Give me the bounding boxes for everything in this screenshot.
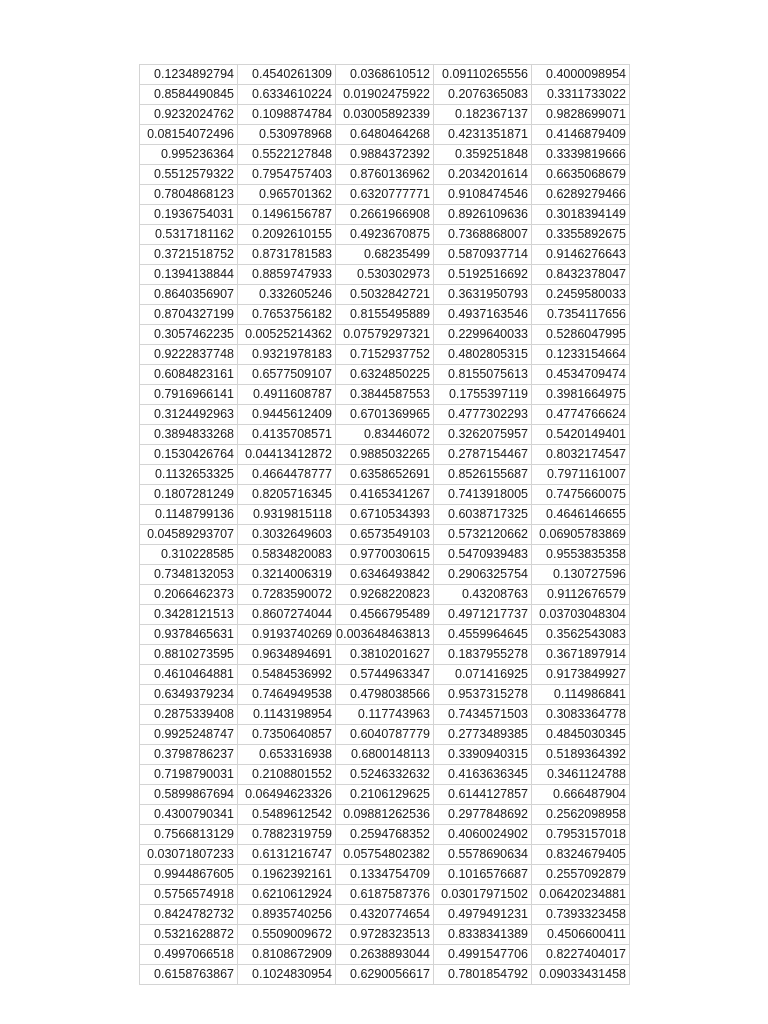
table-row [140,765,630,785]
table-cell[interactable]: 0.1530426764 [140,445,238,465]
table-cell[interactable]: 0.5032842721 [336,285,434,305]
table-cell[interactable]: 0.182367137 [434,105,532,125]
table-cell[interactable]: 0.6131216747 [238,845,336,865]
table-row [140,165,630,185]
table-cell[interactable]: 0.3981664975 [532,385,630,405]
table-cell[interactable]: 0.2076365083 [434,85,532,105]
table-cell[interactable]: 0.8640356907 [140,285,238,305]
table-cell[interactable]: 0.3390940315 [434,745,532,765]
table-cell[interactable]: 0.4231351871 [434,125,532,145]
table-cell[interactable]: 0.2108801552 [238,765,336,785]
table-cell[interactable]: 0.2638893044 [336,945,434,965]
table-cell[interactable]: 0.7354117656 [532,305,630,325]
table-cell[interactable]: 0.4540261309 [238,65,336,85]
table-cell[interactable]: 0.4911608787 [238,385,336,405]
table-cell[interactable]: 0.114986841 [532,685,630,705]
table-cell[interactable]: 0.2106129625 [336,785,434,805]
table-cell[interactable]: 0.04589293707 [140,525,238,545]
table-cell[interactable]: 0.332605246 [238,285,336,305]
table-cell[interactable]: 0.09110265556 [434,65,532,85]
table-cell[interactable]: 0.4971217737 [434,605,532,625]
table-cell[interactable]: 0.7566813129 [140,825,238,845]
table-cell[interactable]: 0.1016576687 [434,865,532,885]
table-cell[interactable]: 0.6800148113 [336,745,434,765]
table-cell[interactable]: 0.117743963 [336,705,434,725]
table-cell[interactable]: 0.9268220823 [336,585,434,605]
table-cell[interactable]: 0.1837955278 [434,645,532,665]
table-cell[interactable]: 0.7393323458 [532,905,630,925]
table-cell[interactable]: 0.6334610224 [238,85,336,105]
table-row [140,265,630,285]
table-cell[interactable]: 0.1234892794 [140,65,238,85]
table-cell[interactable]: 0.7348132053 [140,565,238,585]
table-cell[interactable]: 0.3057462235 [140,325,238,345]
table-cell[interactable]: 0.4979491231 [434,905,532,925]
table-cell[interactable]: 0.2066462373 [140,585,238,605]
table-row [140,305,630,325]
table-cell[interactable]: 0.653316938 [238,745,336,765]
table-cell[interactable]: 0.2562098958 [532,805,630,825]
table-cell[interactable]: 0.0368610512 [336,65,434,85]
table-row [140,845,630,865]
table-cell[interactable]: 0.6320777771 [336,185,434,205]
table-cell[interactable]: 0.9925248747 [140,725,238,745]
table-row [140,465,630,485]
table-cell[interactable]: 0.9553835358 [532,545,630,565]
table-row [140,945,630,965]
table-cell[interactable]: 0.1148799136 [140,505,238,525]
table-cell[interactable]: 0.03071807233 [140,845,238,865]
table-cell[interactable]: 0.7801854792 [434,965,532,985]
table-cell[interactable]: 0.4506600411 [532,925,630,945]
table-cell[interactable]: 0.9885032265 [336,445,434,465]
table-cell[interactable]: 0.7434571503 [434,705,532,725]
table-cell[interactable]: 0.1807281249 [140,485,238,505]
table-cell[interactable]: 0.2875339408 [140,705,238,725]
table-cell[interactable]: 0.5484536992 [238,665,336,685]
table-row [140,65,630,85]
table-cell[interactable]: 0.09881262536 [336,805,434,825]
table-row [140,145,630,165]
table-cell[interactable]: 0.3798786237 [140,745,238,765]
table-cell[interactable]: 0.5578690634 [434,845,532,865]
table-row [140,225,630,245]
table-cell[interactable]: 0.9944867605 [140,865,238,885]
table-cell[interactable]: 0.5317181162 [140,225,238,245]
table-cell[interactable]: 0.4610464881 [140,665,238,685]
table-cell[interactable]: 0.4777302293 [434,405,532,425]
table-cell[interactable]: 0.530978968 [238,125,336,145]
table-cell[interactable]: 0.2459580033 [532,285,630,305]
table-cell[interactable]: 0.9828699071 [532,105,630,125]
table-cell[interactable]: 0.3355892675 [532,225,630,245]
table-cell[interactable]: 0.03005892339 [336,105,434,125]
table-row [140,325,630,345]
table-cell[interactable]: 0.6158763867 [140,965,238,985]
table-cell[interactable]: 0.5420149401 [532,425,630,445]
table-cell[interactable]: 0.1936754031 [140,205,238,225]
table-cell[interactable]: 0.3671897914 [532,645,630,665]
table-cell[interactable]: 0.5489612542 [238,805,336,825]
table-cell[interactable]: 0.6701369965 [336,405,434,425]
table-cell[interactable]: 0.6144127857 [434,785,532,805]
table-row [140,85,630,105]
table-cell[interactable]: 0.4774766624 [532,405,630,425]
table-cell[interactable]: 0.7368868007 [434,225,532,245]
table-cell[interactable]: 0.08154072496 [140,125,238,145]
table-cell[interactable]: 0.5246332632 [336,765,434,785]
table-cell[interactable]: 0.06905783869 [532,525,630,545]
table-row [140,105,630,125]
table-cell[interactable]: 0.003648463813 [336,625,434,645]
table-cell[interactable]: 0.6290056617 [336,965,434,985]
table-row [140,965,630,985]
table-cell[interactable]: 0.01902475922 [336,85,434,105]
table-cell[interactable]: 0.7954757403 [238,165,336,185]
table-row [140,545,630,565]
table-cell[interactable]: 0.310228585 [140,545,238,565]
table-row [140,605,630,625]
table-cell[interactable]: 0.9770030615 [336,545,434,565]
table-row [140,205,630,225]
table-cell[interactable]: 0.2092610155 [238,225,336,245]
table-cell[interactable]: 0.4165341267 [336,485,434,505]
table-cell[interactable]: 0.8810273595 [140,645,238,665]
table-cell[interactable]: 0.00525214362 [238,325,336,345]
table-cell[interactable]: 0.8859747933 [238,265,336,285]
table-row [140,705,630,725]
table-cell[interactable]: 0.6573549103 [336,525,434,545]
table-cell[interactable]: 0.3339819666 [532,145,630,165]
table-row [140,525,630,545]
table-cell[interactable]: 0.8338341389 [434,925,532,945]
table-row [140,645,630,665]
table-cell[interactable]: 0.8155075613 [434,365,532,385]
table-cell[interactable]: 0.4534709474 [532,365,630,385]
table-cell[interactable]: 0.8526155687 [434,465,532,485]
table-cell[interactable]: 0.5522127848 [238,145,336,165]
table-cell[interactable]: 0.3844587553 [336,385,434,405]
table-cell[interactable]: 0.5470939483 [434,545,532,565]
table-cell[interactable]: 0.5834820083 [238,545,336,565]
table-cell[interactable]: 0.68235499 [336,245,434,265]
table-cell[interactable]: 0.4646146655 [532,505,630,525]
table-cell[interactable]: 0.3461124788 [532,765,630,785]
table-cell[interactable]: 0.7350640857 [238,725,336,745]
table-row [140,565,630,585]
table-cell[interactable]: 0.1334754709 [336,865,434,885]
table-row [140,385,630,405]
table-cell[interactable]: 0.2977848692 [434,805,532,825]
table-cell[interactable]: 0.8607274044 [238,605,336,625]
table-row [140,745,630,765]
table-cell[interactable]: 0.4991547706 [434,945,532,965]
table-cell[interactable]: 0.6210612924 [238,885,336,905]
table-cell[interactable]: 0.965701362 [238,185,336,205]
table-cell[interactable]: 0.995236364 [140,145,238,165]
table-cell[interactable]: 0.9232024762 [140,105,238,125]
table-cell[interactable]: 0.6577509107 [238,365,336,385]
table-cell[interactable]: 0.6710534393 [336,505,434,525]
table-cell[interactable]: 0.4923670875 [336,225,434,245]
table-cell[interactable]: 0.1143198954 [238,705,336,725]
table-cell[interactable]: 0.3810201627 [336,645,434,665]
table-cell[interactable]: 0.7653756182 [238,305,336,325]
table-cell[interactable]: 0.2787154467 [434,445,532,465]
table-cell[interactable]: 0.4000098954 [532,65,630,85]
table-cell[interactable]: 0.7804868123 [140,185,238,205]
table-cell[interactable]: 0.1394138844 [140,265,238,285]
table-cell[interactable]: 0.07579297321 [336,325,434,345]
table-cell[interactable]: 0.1233154664 [532,345,630,365]
table-cell[interactable]: 0.9445612409 [238,405,336,425]
table-row [140,905,630,925]
table-cell[interactable]: 0.4997066518 [140,945,238,965]
table-cell[interactable]: 0.2906325754 [434,565,532,585]
table-row [140,865,630,885]
table-cell[interactable]: 0.7971161007 [532,465,630,485]
table-cell[interactable]: 0.8324679405 [532,845,630,865]
table-row [140,825,630,845]
table-cell[interactable]: 0.9222837748 [140,345,238,365]
table-cell[interactable]: 0.9321978183 [238,345,336,365]
data-table [139,64,630,985]
table-cell[interactable]: 0.6187587376 [336,885,434,905]
table-cell[interactable]: 0.7953157018 [532,825,630,845]
table-cell[interactable]: 0.5756574918 [140,885,238,905]
table-cell[interactable]: 0.7413918005 [434,485,532,505]
table-row [140,725,630,745]
table-row [140,585,630,605]
table-cell[interactable]: 0.3894833268 [140,425,238,445]
table-cell[interactable]: 0.6349379234 [140,685,238,705]
table-cell[interactable]: 0.3083364778 [532,705,630,725]
table-cell[interactable]: 0.03017971502 [434,885,532,905]
table-cell[interactable]: 0.4937163546 [434,305,532,325]
table-cell[interactable]: 0.1098874784 [238,105,336,125]
table-cell[interactable]: 0.9728323513 [336,925,434,945]
table-row [140,285,630,305]
table-cell[interactable]: 0.2661966908 [336,205,434,225]
table-cell[interactable]: 0.04413412872 [238,445,336,465]
table-cell[interactable]: 0.2299640033 [434,325,532,345]
table-cell[interactable]: 0.3428121513 [140,605,238,625]
table-cell[interactable]: 0.4559964645 [434,625,532,645]
table-cell[interactable]: 0.6324850225 [336,365,434,385]
table-cell[interactable]: 0.4664478777 [238,465,336,485]
table-cell[interactable]: 0.7916966141 [140,385,238,405]
table-cell[interactable]: 0.3032649603 [238,525,336,545]
table-cell[interactable]: 0.1496156787 [238,205,336,225]
table-row [140,245,630,265]
table-cell[interactable]: 0.5870937714 [434,245,532,265]
table-row [140,665,630,685]
table-cell[interactable]: 0.9634894691 [238,645,336,665]
table-cell[interactable]: 0.3214006319 [238,565,336,585]
table-row [140,405,630,425]
table-cell[interactable]: 0.4802805315 [434,345,532,365]
table-row [140,885,630,905]
table-cell[interactable]: 0.6346493842 [336,565,434,585]
table-cell[interactable]: 0.1024830954 [238,965,336,985]
table-cell[interactable]: 0.9146276643 [532,245,630,265]
table-row [140,365,630,385]
table-cell[interactable]: 0.3311733022 [532,85,630,105]
table-cell[interactable]: 0.8108672909 [238,945,336,965]
table-cell[interactable]: 0.7464949538 [238,685,336,705]
table-cell[interactable]: 0.4798038566 [336,685,434,705]
table-cell[interactable]: 0.9173849927 [532,665,630,685]
table-cell[interactable]: 0.9378465631 [140,625,238,645]
table-cell[interactable]: 0.5899867694 [140,785,238,805]
table-cell[interactable]: 0.5192516692 [434,265,532,285]
table-row [140,185,630,205]
table-cell[interactable]: 0.8227404017 [532,945,630,965]
table-cell[interactable]: 0.8205716345 [238,485,336,505]
table-cell[interactable]: 0.5732120662 [434,525,532,545]
table-cell[interactable]: 0.9108474546 [434,185,532,205]
table-cell[interactable]: 0.06420234881 [532,885,630,905]
table-cell[interactable]: 0.130727596 [532,565,630,585]
table-cell[interactable]: 0.2034201614 [434,165,532,185]
table-cell[interactable]: 0.8424782732 [140,905,238,925]
table-cell[interactable]: 0.4320774654 [336,905,434,925]
table-cell[interactable]: 0.1962392161 [238,865,336,885]
table-cell[interactable]: 0.9319815118 [238,505,336,525]
table-cell[interactable]: 0.3631950793 [434,285,532,305]
table-cell[interactable]: 0.666487904 [532,785,630,805]
table-row [140,925,630,945]
table-cell[interactable]: 0.03703048304 [532,605,630,625]
table-cell[interactable]: 0.4163636345 [434,765,532,785]
table-cell[interactable]: 0.5744963347 [336,665,434,685]
table-cell[interactable]: 0.05754802382 [336,845,434,865]
table-cell[interactable]: 0.3262075957 [434,425,532,445]
table-cell[interactable]: 0.5286047995 [532,325,630,345]
table-cell[interactable]: 0.7152937752 [336,345,434,365]
table-cell[interactable]: 0.6289279466 [532,185,630,205]
table-cell[interactable]: 0.8731781583 [238,245,336,265]
table-cell[interactable]: 0.5509009672 [238,925,336,945]
table-cell[interactable]: 0.9537315278 [434,685,532,705]
table-cell[interactable]: 0.071416925 [434,665,532,685]
table-cell[interactable]: 0.8704327199 [140,305,238,325]
table-cell[interactable]: 0.4566795489 [336,605,434,625]
table-cell[interactable]: 0.2773489385 [434,725,532,745]
table-cell[interactable]: 0.8935740256 [238,905,336,925]
table-cell[interactable]: 0.8760136962 [336,165,434,185]
table-cell[interactable]: 0.530302973 [336,265,434,285]
table-cell[interactable]: 0.4060024902 [434,825,532,845]
table-cell[interactable]: 0.7198790031 [140,765,238,785]
table-cell[interactable]: 0.5512579322 [140,165,238,185]
table-body [140,65,630,985]
table-cell[interactable]: 0.09033431458 [532,965,630,985]
table-cell[interactable]: 0.4135708571 [238,425,336,445]
table-cell[interactable]: 0.8155495889 [336,305,434,325]
table-row [140,485,630,505]
table-row [140,625,630,645]
table-row [140,125,630,145]
table-row [140,425,630,445]
table-cell[interactable]: 0.9193740269 [238,625,336,645]
table-cell[interactable]: 0.43208763 [434,585,532,605]
table-cell[interactable]: 0.8432378047 [532,265,630,285]
table-cell[interactable]: 0.3721518752 [140,245,238,265]
table-cell[interactable]: 0.7283590072 [238,585,336,605]
table-cell[interactable]: 0.1132653325 [140,465,238,485]
table-cell[interactable]: 0.7475660075 [532,485,630,505]
table-cell[interactable]: 0.9112676579 [532,585,630,605]
table-cell[interactable]: 0.5189364392 [532,745,630,765]
table-cell[interactable]: 0.7882319759 [238,825,336,845]
table-cell[interactable]: 0.6084823161 [140,365,238,385]
table-row [140,685,630,705]
table-cell[interactable]: 0.6358652691 [336,465,434,485]
table-cell[interactable]: 0.9884372392 [336,145,434,165]
table-row [140,345,630,365]
table-row [140,445,630,465]
table-cell[interactable]: 0.359251848 [434,145,532,165]
table-cell[interactable]: 0.4845030345 [532,725,630,745]
table-row [140,785,630,805]
table-cell[interactable]: 0.6480464268 [336,125,434,145]
table-cell[interactable]: 0.6040787779 [336,725,434,745]
table-cell[interactable]: 0.8032174547 [532,445,630,465]
table-row [140,805,630,825]
table-cell[interactable]: 0.3562543083 [532,625,630,645]
table-cell[interactable]: 0.2557092879 [532,865,630,885]
table-cell[interactable]: 0.2594768352 [336,825,434,845]
table-cell[interactable]: 0.83446072 [336,425,434,445]
table-cell[interactable]: 0.06494623326 [238,785,336,805]
table-cell[interactable]: 0.4300790341 [140,805,238,825]
table-cell[interactable]: 0.1755397119 [434,385,532,405]
table-cell[interactable]: 0.3124492963 [140,405,238,425]
table-cell[interactable]: 0.8926109636 [434,205,532,225]
table-row [140,505,630,525]
table-cell[interactable]: 0.5321628872 [140,925,238,945]
table-cell[interactable]: 0.4146879409 [532,125,630,145]
table-cell[interactable]: 0.8584490845 [140,85,238,105]
table-cell[interactable]: 0.3018394149 [532,205,630,225]
table-cell[interactable]: 0.6635068679 [532,165,630,185]
table-cell[interactable]: 0.6038717325 [434,505,532,525]
